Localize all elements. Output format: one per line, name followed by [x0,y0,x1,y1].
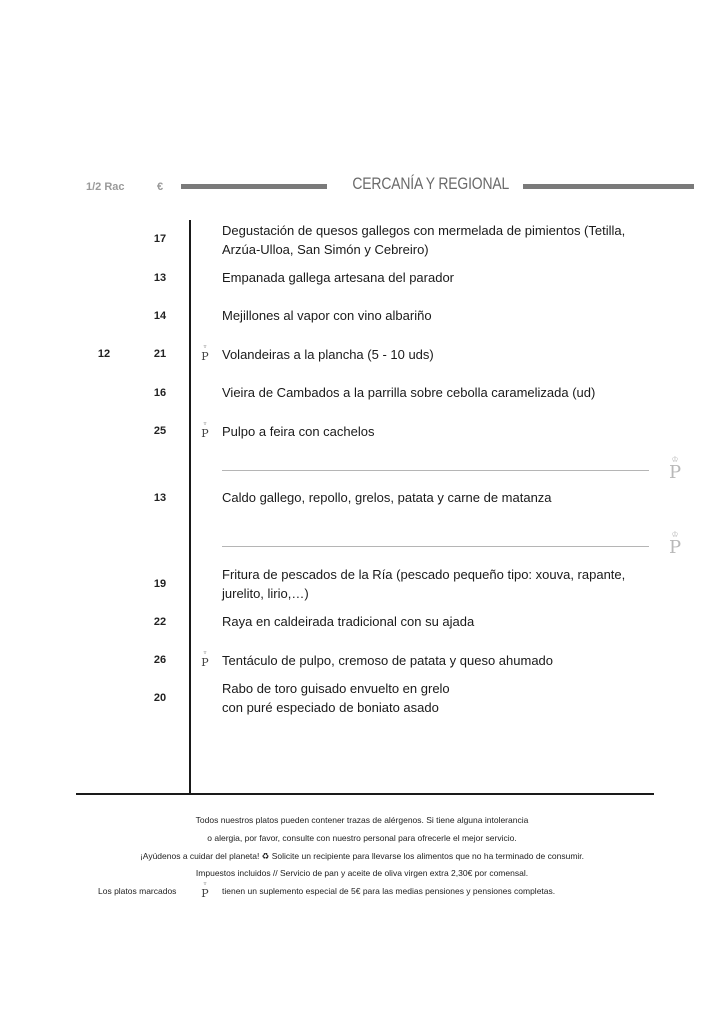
dish-price: 14 [153,310,167,322]
dish-name: Degustación de quesos gallegos con mermelada de pimientos (Tetilla, Arzúa-Ulloa, San Simón y Cebreiro) [222,223,626,257]
supplement-mark-icon: ᵀ P [201,882,209,900]
taxes-notice: Impuestos incluidos // Servicio de pan y aceite de oliva virgen extra 2,30€ por comensal. [195,868,529,878]
price-column-header: € [157,181,164,193]
dish-price: 13 [153,272,167,284]
dish-name: Tentáculo de pulpo, cremoso de patata y queso ahumado [222,653,554,668]
dish-half-price: 12 [97,348,111,360]
dish-name: Fritura de pescados de la Ría (pescado pequeño tipo: xouva, rapante, jurelito, lirio,…) [222,567,626,601]
half-portion-column-header: 1/2 Rac [86,181,125,193]
dish-price: 25 [153,425,167,437]
supplement-mark-icon: ᵀ P [201,651,209,669]
dish-name: Rabo de toro guisado envuelto en grelo [222,681,450,696]
price-divider-line [189,220,191,794]
dish-name: Pulpo a feira con cachelos [222,424,375,439]
supplement-notice-end: tienen un suplemento especial de 5€ para las medias pensiones y pensiones completas. [222,886,556,896]
dish-name-continued: con puré especiado de boniato asado [222,700,439,715]
allergen-notice: Todos nuestros platos pueden contener trazas de alérgenos. Si tiene alguna intolerancia [195,815,529,825]
supplement-mark-icon: ᵀ P [201,345,209,363]
separator-line [222,546,649,547]
separator-line [222,470,649,471]
dish-price: 22 [153,616,167,628]
dish-price: 26 [153,654,167,666]
allergen-notice-cont: o alergia, por favor, consulte con nuestro personal para ofrecerle el mejor servicio. [207,833,517,843]
dish-price: 21 [153,348,167,360]
dish-price: 13 [153,492,167,504]
dish-name: Vieira de Cambados a la parrilla sobre cebolla caramelizada (ud) [222,385,596,400]
section-title: CERCANÍA Y REGIONAL [352,174,510,193]
header-bar-left [181,184,327,189]
dish-name: Volandeiras a la plancha (5 - 10 uds) [222,347,434,362]
dish-name: Raya en caldeirada tradicional con su ajada [222,614,475,629]
parador-logo-icon: ♔ P [668,455,682,483]
dish-price: 17 [153,233,167,245]
supplement-notice-start: Los platos marcados [98,886,177,896]
planet-notice: ¡Ayúdenos a cuidar del planeta! ♻ Solicite un recipiente para llevarse los alimentos que no ha terminado de consumir. [139,851,585,861]
dish-price: 19 [153,578,167,590]
footer-divider-line [76,793,654,795]
header-bar-right [523,184,694,189]
dish-name: Empanada gallega artesana del parador [222,270,455,285]
dish-price: 16 [153,387,167,399]
dish-name: Caldo gallego, repollo, grelos, patata y carne de matanza [222,490,552,505]
dish-price: 20 [153,692,167,704]
dish-name: Mejillones al vapor con vino albariño [222,308,432,323]
supplement-mark-icon: ᵀ P [201,422,209,440]
parador-logo-icon: ♔ P [668,530,682,558]
